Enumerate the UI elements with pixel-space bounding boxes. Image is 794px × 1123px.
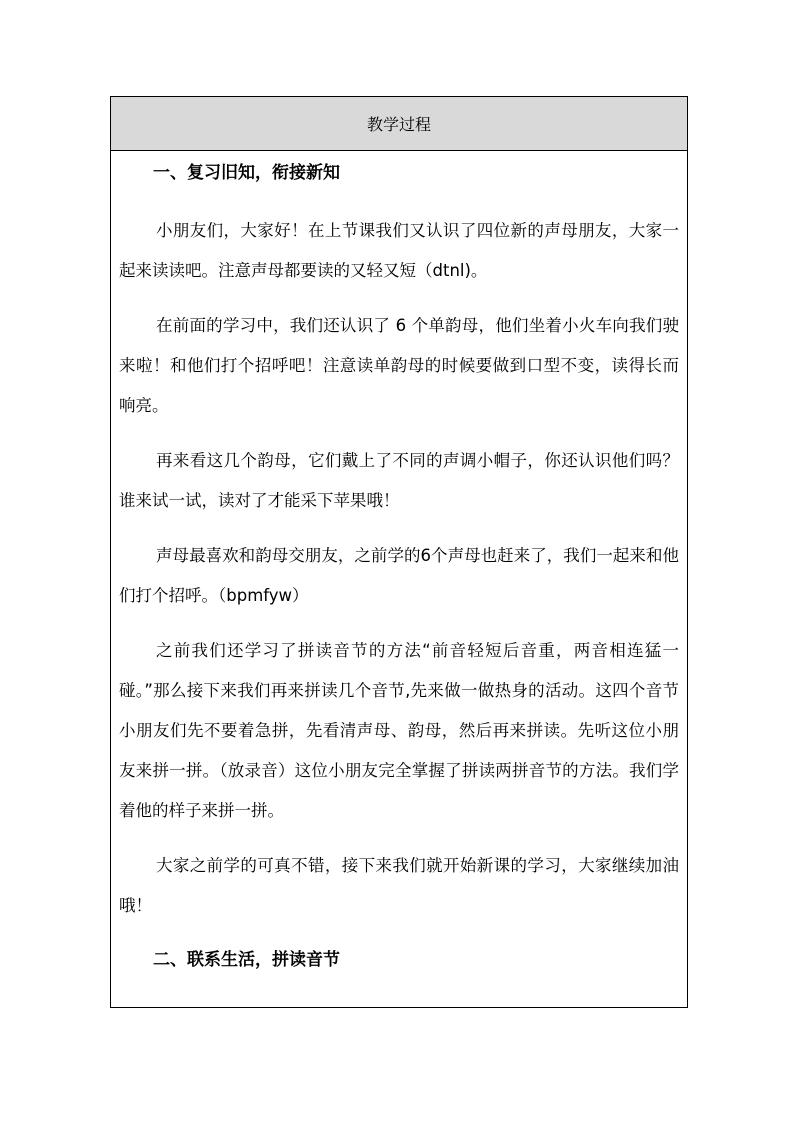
table-header <box>111 97 687 151</box>
paragraph-initials-friends: 声母最喜欢和韵母交朋友，之前学的6个声母也赶来了，我们一起来和他们打个招呼。（bpmfyw） <box>119 546 679 605</box>
paragraph-spelling-method: 之前我们还学习了拼读音节的方法“前音轻短后音重，两音相连猛一碰。”那么接下来我们再来拼读几个音节,先来做一做热身的活动。这四个音节小朋友们先不要着急拼，先看清声母、韵母，然后再来拼读。先听这位小朋友来拼一拼。（放录音）这位小朋友完全掌握了拼读两拼音节的方法。我们学着他的样子来拼一拼。 <box>119 641 679 820</box>
paragraph-new-lesson: 大家之前学的可真不错，接下来我们就开始新课的学习，大家继续加油哦！ <box>119 856 679 915</box>
paragraph-tone-hats: 再来看这几个韵母，它们戴上了不同的声调小帽子，你还认识他们吗？谁来试一试，读对了才能采下苹果哦！ <box>119 451 679 510</box>
section-heading-review: 一、复习旧知，衔接新知 <box>153 163 340 183</box>
table-header-title: 教学过程 <box>366 115 431 134</box>
paragraph-greeting: 小朋友们，大家好！在上节课我们又认识了四位新的声母朋友，大家一起来读读吧。注意声母都要读的又轻又短（dtnl)。 <box>119 221 679 280</box>
paragraph-single-finals: 在前面的学习中，我们还认识了 6 个单韵母，他们坐着小火车向我们驶来啦！和他们打个招呼吧！注意读单韵母的时候要做到口型不变，读得长而响亮。 <box>119 316 679 415</box>
section-heading-life: 二、联系生活，拼读音节 <box>153 950 340 970</box>
lesson-process-table <box>110 96 688 1008</box>
table-body <box>111 153 687 980</box>
